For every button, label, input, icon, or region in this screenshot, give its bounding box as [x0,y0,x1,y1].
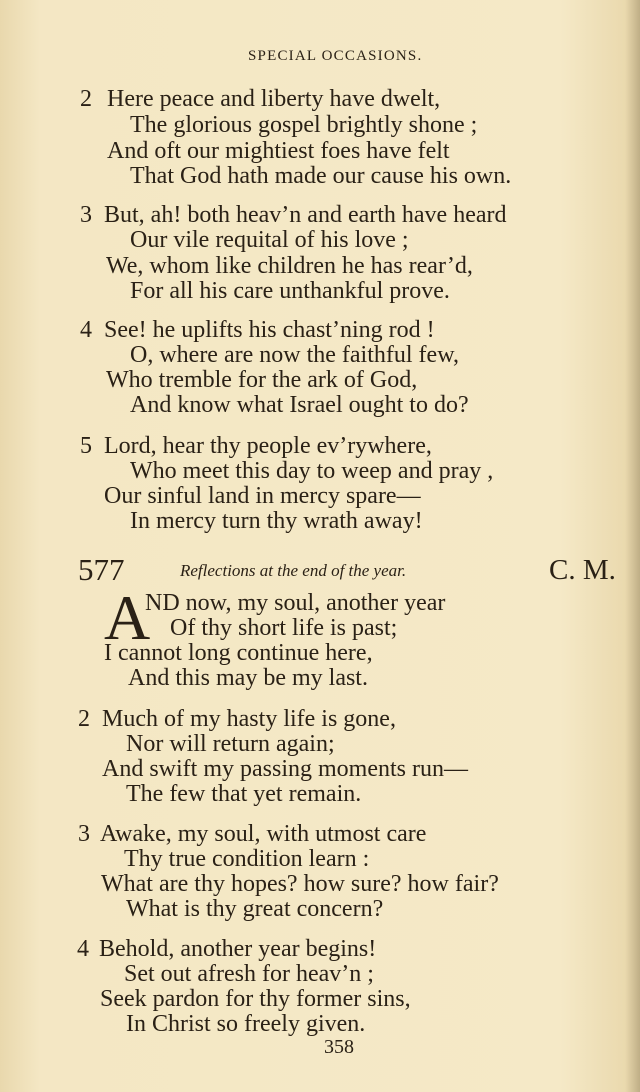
verse-line: And swift my passing moments run— [102,756,468,782]
verse-line: The few that yet remain. [126,781,362,807]
verse-line: That God hath made our cause his own. [130,163,512,189]
verse-line: What is thy great concern? [126,896,384,922]
verse-line: Lord, hear thy people ev’rywhere, [104,433,432,459]
verse-line: Who meet this day to weep and pray , [130,458,494,484]
stanza-number: 2 [78,706,90,732]
verse-line: And oft our mightiest foes have felt [107,138,450,164]
verse-line: The glorious gospel brightly shone ; [130,112,478,138]
hymn-title: Reflections at the end of the year. [180,561,407,580]
verse-line: I cannot long continue here, [104,640,373,666]
stanza-number: 4 [77,936,89,962]
verse-line: Thy true condition learn : [124,846,370,872]
verse-line: Set out afresh for heav’n ; [124,961,374,987]
verse-line: O, where are now the faithful few, [130,342,459,368]
stanza-number: 5 [80,433,92,459]
verse-line: See! he uplifts his chast’ning rod ! [104,317,435,343]
verse-line: But, ah! both heav’n and earth have heard [104,202,507,228]
verse-line: Our sinful land in mercy spare— [104,483,421,509]
stanza-number: 3 [78,821,90,847]
verse-line: Who tremble for the ark of God, [106,367,418,393]
verse-line: And know what Israel ought to do? [130,392,469,418]
verse-line: Of thy short life is past; [170,615,398,641]
hymn-meter: C. M. [549,554,616,586]
verse-line: And this may be my last. [128,665,368,691]
verse-line: In mercy turn thy wrath away! [130,508,423,534]
verse-line: Seek pardon for thy former sins, [100,986,411,1012]
hymn-heading [0,552,640,588]
verse-line: What are thy hopes? how sure? how fair? [101,871,499,897]
page-number: 358 [324,1036,354,1058]
verse-line: Much of my hasty life is gone, [102,706,396,732]
verse-line: We, whom like children he has rear’d, [106,253,473,279]
verse-line: Nor will return again; [126,731,335,757]
verse-line: Behold, another year begins! [99,936,377,962]
stanza-number: 4 [80,317,92,343]
hymn-number: 577 [78,552,125,587]
verse-line: ND now, my soul, another year [145,590,446,616]
verse-line: In Christ so freely given. [126,1011,366,1037]
verse-line: Our vile requital of his love ; [130,227,409,253]
verse-line: Awake, my soul, with utmost care [100,821,427,847]
verse-line: Here peace and liberty have dwelt, [107,86,441,112]
verse-line: For all his care unthankful prove. [130,278,450,304]
running-header: SPECIAL OCCASIONS. [248,48,423,64]
stanza-number: 3 [80,202,92,228]
drop-cap: A [104,582,151,653]
stanza-number: 2 [80,86,92,112]
